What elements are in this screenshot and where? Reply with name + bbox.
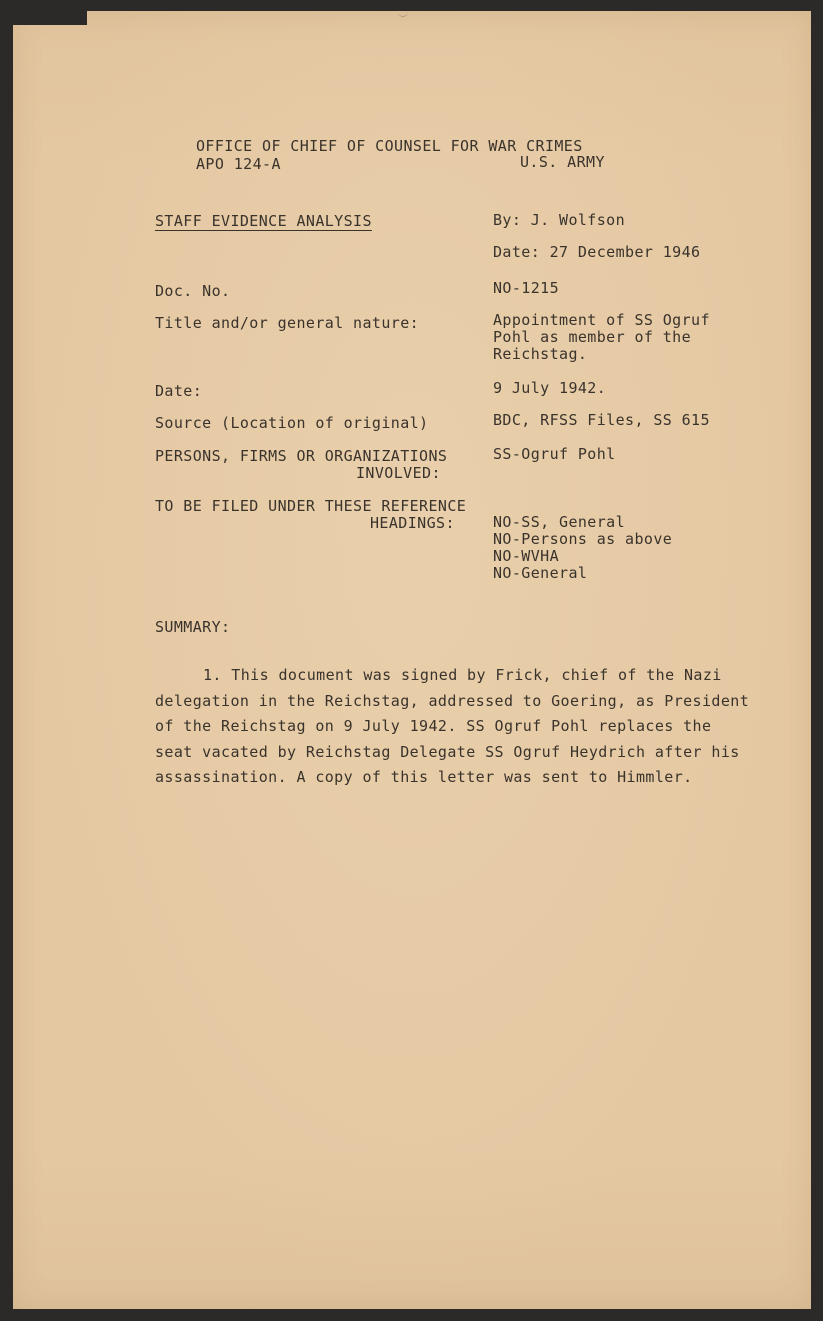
document-date-value: 9 July 1942.	[493, 379, 607, 397]
summary-label: SUMMARY:	[155, 618, 231, 636]
persons-label-line-2: INVOLVED:	[356, 464, 441, 482]
doc-no-label: Doc. No.	[155, 282, 231, 300]
source-value: BDC, RFSS Files, SS 615	[493, 411, 710, 429]
filed-under-value-1: NO-SS, General	[493, 513, 626, 531]
summary-paragraph: 1. This document was signed by Frick, chief of the Nazi delegation in the Reichstag, addressed to Goering, as President of the Reichstag on 9 July 1942. SS Ogruf Pohl replaces the seat vacated by Reichstag Delegate SS Ogruf Heydrich after his assassination. A copy of this letter was sent to Himmler.	[155, 666, 750, 786]
filed-under-label-line-2: HEADINGS:	[370, 514, 455, 532]
filed-under-value-4: NO-General	[493, 564, 588, 582]
document-date-label: Date:	[155, 382, 203, 400]
title-value-line-3: Reichstag.	[493, 345, 588, 363]
staff-evidence-analysis-heading: STAFF EVIDENCE ANALYSIS	[155, 212, 372, 230]
persons-value: SS-Ogruf Pohl	[493, 445, 616, 463]
author-line: By: J. Wolfson	[493, 211, 626, 229]
office-title: OFFICE OF CHIEF OF COUNSEL FOR WAR CRIMES	[196, 137, 583, 155]
army-label: U.S. ARMY	[520, 153, 605, 171]
title-value-line-1: Appointment of SS Ogruf	[493, 311, 710, 329]
doc-no-value: NO-1215	[493, 279, 560, 297]
filed-under-value-3: NO-WVHA	[493, 547, 560, 565]
persons-label-line-1: PERSONS, FIRMS OR ORGANIZATIONS	[155, 447, 448, 465]
document-page	[13, 11, 811, 1309]
title-label: Title and/or general nature:	[155, 314, 420, 332]
source-label: Source (Location of original)	[155, 414, 429, 432]
analysis-date-line: Date: 27 December 1946	[493, 243, 701, 261]
title-value-line-2: Pohl as member of the	[493, 328, 692, 346]
page-corner-tab	[13, 11, 87, 25]
filed-under-value-2: NO-Persons as above	[493, 530, 673, 548]
apo-number: APO 124-A	[196, 155, 281, 173]
filed-under-label-line-1: TO BE FILED UNDER THESE REFERENCE	[155, 497, 467, 515]
